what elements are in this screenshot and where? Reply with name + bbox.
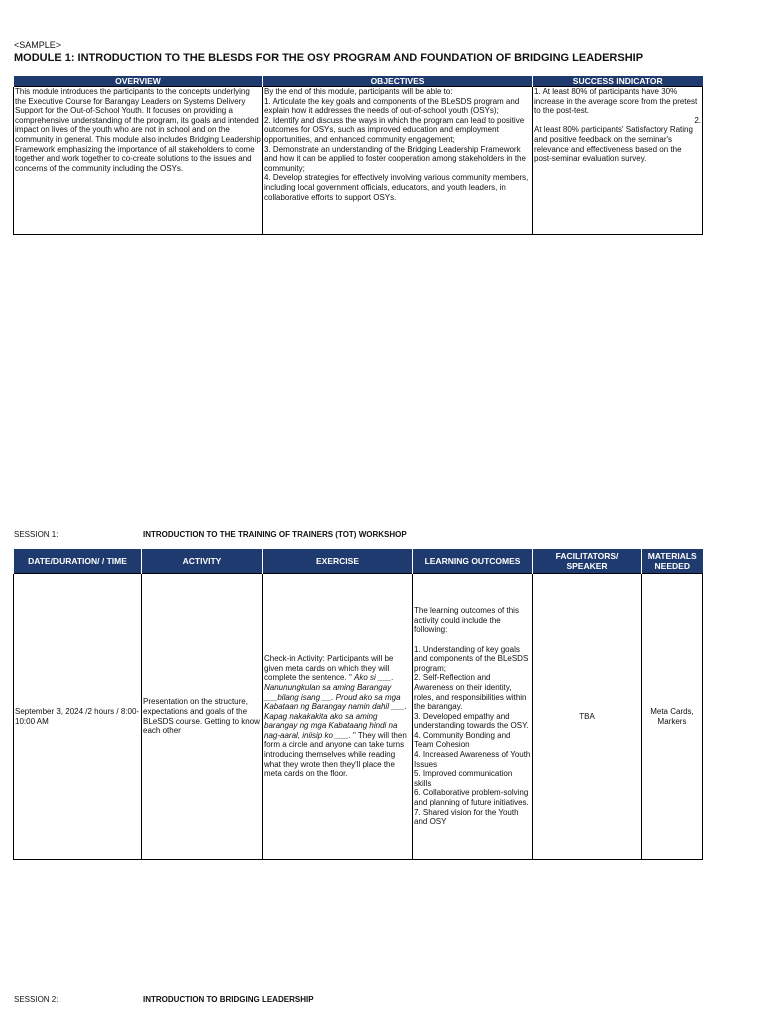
session-1-title: INTRODUCTION TO THE TRAINING OF TRAINERS (TOT) WORKSHOP (143, 530, 407, 539)
learning-outcomes-header: LEARNING OUTCOMES (413, 549, 533, 574)
sample-label: <SAMPLE> (14, 40, 62, 50)
success-indicator-1: 1. At least 80% of participants have 30% increase in the average score from the pretest to the post-test. (534, 87, 698, 116)
module-overview-table (13, 76, 703, 235)
overview-header: OVERVIEW (14, 76, 263, 87)
exercise-text-continued: " They will then form a circle and anyone can take turns introducing themselves while reading what they wrote then they'll place the meta cards on the floor. (264, 730, 407, 779)
facilitators-header: FACILITATORS/ SPEAKER (533, 549, 642, 574)
date-cell: September 3, 2024 /2 hours / 8:00-10:00 AM (14, 574, 142, 860)
session-table-row (14, 574, 703, 860)
success-indicator-header: SUCCESS INDICATOR (533, 76, 703, 87)
materials-header: MATERIALS NEEDED (642, 549, 703, 574)
exercise-prompt-italic: Ako si ___. Nanunungkulan sa aming Barangay ___bilang isang __. Proud ako sa mga Kabataan ng Barangay namin dahil ___. Kapag nakakakita ako sa aming barangay ng mga Kabataang hindi na nag-aaral, iniisip ko ___. (264, 673, 407, 740)
objectives-header: OBJECTIVES (263, 76, 533, 87)
session-table-header-row (14, 549, 703, 574)
module-table-header-row (14, 76, 703, 87)
exercise-text: Check-in Activity: Participants will be given meta cards on which they will complete the sentence. " (264, 654, 394, 683)
activity-cell: Presentation on the structure, expectations and goals of the BLeSDS course. Getting to know each other (142, 574, 263, 860)
success-indicator-cell (533, 87, 703, 235)
success-indicator-2: At least 80% participants' Satisfactory Rating and positive feedback on the seminar's relevance and effectiveness based on the post-seminar evaluation survey. (534, 125, 693, 164)
learning-outcomes-cell: The learning outcomes of this activity could include the following: 1. Understanding of key goals and components of the BLeSDS program; 2. Self-Reflection and Awareness on their identity, roles, and responsibilities within the barangay. 3. Developed empathy and understanding towards the OSY. 4. Community Bonding and Team Cohesion 4. Increased Awareness of Youth Issues 5. Improved communication skills 6. Collaborative problem-solving and planning of future initiatives. 7. Shared vision for the Youth and OSY (413, 574, 533, 860)
facilitator-cell: TBA (533, 574, 642, 860)
exercise-header: EXERCISE (263, 549, 413, 574)
materials-cell: Meta Cards, Markers (642, 574, 703, 860)
session-2-title: INTRODUCTION TO BRIDGING LEADERSHIP (143, 995, 314, 1004)
date-header: DATE/DURATION/ / TIME (14, 549, 142, 574)
module-title: MODULE 1: INTRODUCTION TO THE BLESDS FOR THE OSY PROGRAM AND FOUNDATION OF BRIDGING LEADERSHIP (14, 52, 644, 64)
session-1-table (13, 549, 703, 860)
exercise-cell (263, 574, 413, 860)
module-table-row (14, 87, 703, 235)
objectives-cell: By the end of this module, participants will be able to: 1. Articulate the key goals and components of the BLeSDS program and explain how it addresses the needs of out-of-school youth (OSYs); 2. Identify and discuss the ways in which the program can lead to positive outcomes for OSYs, such as improved education and employment opportunities, and enhanced community engagement; 3. Demonstrate an understanding of the Bridging Leadership Framework and how it can be applied to foster cooperation among stakeholders in the community; 4. Develop strategies for effectively involving various community members, including local government officials, educators, and youth leaders, in collaborative efforts to support OSYs. (263, 87, 533, 235)
overview-cell: This module introduces the participants to the concepts underlying the Executive Course for Barangay Leaders on Systems Delivery Support for the Out-of-School Youth. It focuses on providing a comprehensive understanding of the program, its goals and intended impact on lives of the youth who are not in school and on the community in general. This module also includes Bridging Leadership Framework emphasizing the importance of all stakeholders to come together and work together to co-create solutions to the issues and concerns of the community including the OSYs. (14, 87, 263, 235)
session-2-label: SESSION 2: (14, 995, 59, 1004)
session-1-label: SESSION 1: (14, 530, 59, 539)
success-indicator-2-number: 2. (694, 115, 701, 125)
activity-header: ACTIVITY (142, 549, 263, 574)
